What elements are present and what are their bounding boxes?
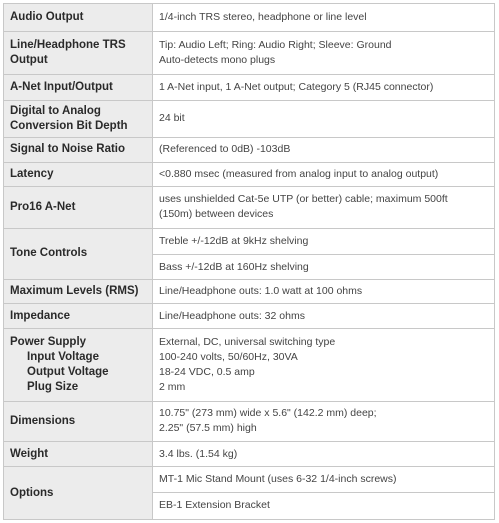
spec-label bbox=[4, 101, 153, 137]
spec-label bbox=[4, 280, 153, 304]
option-eb1-value: EB-1 Extension Bracket bbox=[159, 499, 270, 512]
spec-value bbox=[153, 228, 495, 254]
dimensions-value: 10.75" (273 mm) wide x 5.6" (142.2 mm) deep; bbox=[159, 407, 377, 420]
dac-label: Digital to Analog bbox=[10, 104, 101, 117]
trs-wiring-value: Tip: Audio Left; Ring: Audio Right; Sleeve: Ground bbox=[159, 39, 392, 52]
max-levels-label: Maximum Levels (RMS) bbox=[10, 285, 139, 298]
spec-value bbox=[153, 492, 495, 519]
spec-row-dac bbox=[4, 101, 495, 137]
spec-value bbox=[153, 4, 495, 32]
spec-row-anet-io bbox=[4, 74, 495, 100]
spec-value bbox=[153, 137, 495, 162]
spec-label bbox=[4, 328, 153, 401]
plug-size-label: Plug Size bbox=[27, 380, 79, 393]
mono-detect-value: Auto-detects mono plugs bbox=[159, 54, 276, 67]
spec-label bbox=[4, 4, 153, 32]
spec-label bbox=[4, 467, 153, 520]
input-voltage-value: 100-240 volts, 50/60Hz, 30VA bbox=[159, 350, 298, 363]
spec-label bbox=[4, 304, 153, 328]
spec-label bbox=[4, 442, 153, 467]
options-label: Options bbox=[10, 486, 54, 499]
option-mt1-value: MT-1 Mic Stand Mount (uses 6-32 1/4-inch screws) bbox=[159, 472, 397, 485]
power-type-value: External, DC, universal switching type bbox=[159, 335, 336, 348]
snr-value: (Referenced to 0dB) -103dB bbox=[159, 143, 291, 156]
output-voltage-value: 18-24 VDC, 0.5 amp bbox=[159, 365, 255, 378]
treble-value: Treble +/-12dB at 9kHz shelving bbox=[159, 234, 309, 247]
spec-label bbox=[4, 401, 153, 441]
snr-label: Signal to Noise Ratio bbox=[10, 143, 126, 156]
anet-io-label: A-Net Input/Output bbox=[10, 80, 113, 93]
spec-label bbox=[4, 187, 153, 228]
output-voltage-label: Output Voltage bbox=[27, 365, 109, 378]
spec-value bbox=[153, 32, 495, 74]
spec-row-impedance bbox=[4, 304, 495, 328]
spec-label bbox=[4, 137, 153, 162]
dimensions-value-cont: 2.25" (57.5 mm) high bbox=[159, 422, 257, 435]
plug-size-value: 2 mm bbox=[159, 380, 186, 393]
dac-label-cont: Conversion Bit Depth bbox=[10, 119, 128, 132]
spec-value bbox=[153, 328, 495, 401]
spec-label bbox=[4, 162, 153, 186]
anet-io-value: 1 A-Net input, 1 A-Net output; Category 5 (RJ45 connector) bbox=[159, 80, 434, 93]
latency-label: Latency bbox=[10, 167, 54, 180]
spec-value bbox=[153, 74, 495, 100]
spec-row-dimensions bbox=[4, 401, 495, 441]
spec-value bbox=[153, 101, 495, 137]
spec-row-power-supply bbox=[4, 328, 495, 401]
spec-value bbox=[153, 401, 495, 441]
impedance-value: Line/Headphone outs: 32 ohms bbox=[159, 309, 305, 322]
spec-value bbox=[153, 467, 495, 492]
max-levels-value: Line/Headphone outs: 1.0 watt at 100 ohms bbox=[159, 285, 363, 298]
spec-row-audio-output bbox=[4, 4, 495, 32]
audio-output-value: 1/4-inch TRS stereo, headphone or line level bbox=[159, 11, 367, 24]
line-headphone-trs-label: Line/Headphone TRS bbox=[10, 39, 126, 52]
specifications-table bbox=[3, 3, 495, 520]
spec-label bbox=[4, 74, 153, 100]
pro16-value-cont: (150m) between devices bbox=[159, 208, 274, 221]
dac-value: 24 bit bbox=[159, 112, 185, 125]
spec-row-pro16 bbox=[4, 187, 495, 228]
spec-value bbox=[153, 187, 495, 228]
line-headphone-trs-label-cont: Output bbox=[10, 54, 48, 67]
power-supply-label: Power Supply bbox=[10, 335, 87, 348]
pro16-value: uses unshielded Cat-5e UTP (or better) cable; maximum 500ft bbox=[159, 193, 448, 206]
spec-value bbox=[153, 162, 495, 186]
spec-row-max-levels bbox=[4, 280, 495, 304]
spec-row-line-headphone-trs bbox=[4, 32, 495, 74]
spec-label bbox=[4, 228, 153, 280]
dimensions-label: Dimensions bbox=[10, 414, 76, 427]
spec-label bbox=[4, 32, 153, 74]
spec-row-latency bbox=[4, 162, 495, 186]
bass-value: Bass +/-12dB at 160Hz shelving bbox=[159, 260, 309, 273]
spec-row-tone-treble bbox=[4, 228, 495, 254]
spec-value bbox=[153, 304, 495, 328]
audio-output-label: Audio Output bbox=[10, 11, 84, 24]
input-voltage-label: Input Voltage bbox=[27, 350, 99, 363]
latency-value: <0.880 msec (measured from analog input to analog output) bbox=[159, 167, 439, 180]
spec-value bbox=[153, 280, 495, 304]
tone-controls-label: Tone Controls bbox=[10, 247, 88, 260]
impedance-label: Impedance bbox=[10, 309, 71, 322]
spec-value bbox=[153, 442, 495, 467]
spec-row-options-1 bbox=[4, 467, 495, 492]
spec-row-weight bbox=[4, 442, 495, 467]
spec-value bbox=[153, 254, 495, 279]
weight-value: 3.4 lbs. (1.54 kg) bbox=[159, 447, 238, 460]
spec-row-snr bbox=[4, 137, 495, 162]
weight-label: Weight bbox=[10, 447, 49, 460]
pro16-label: Pro16 A-Net bbox=[10, 200, 76, 213]
